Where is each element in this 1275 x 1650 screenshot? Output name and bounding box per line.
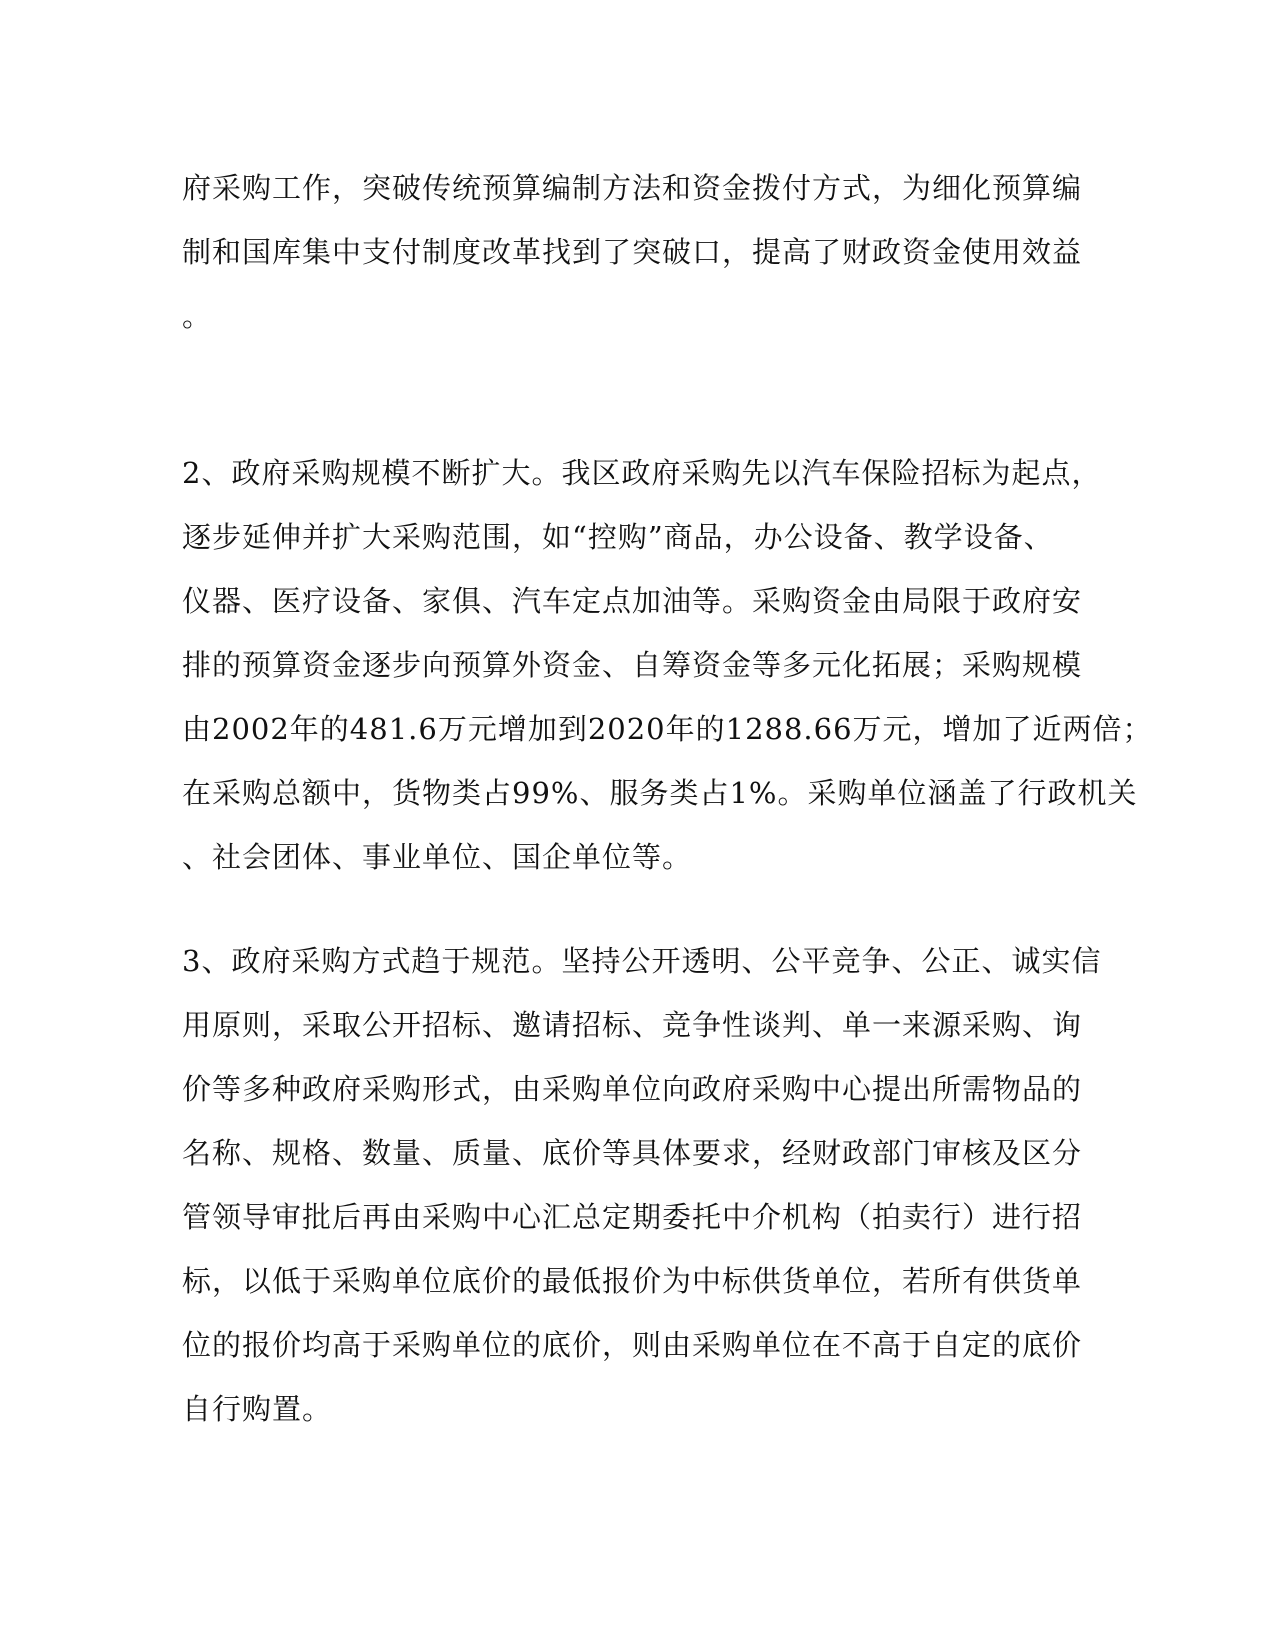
text-line: 位的报价均高于采购单位的底价，则由采购单位在不高于自定的底价 bbox=[182, 1328, 1083, 1362]
text-line: 管领导审批后再由采购中心汇总定期委托中介机构（拍卖行）进行招 bbox=[182, 1200, 1083, 1234]
text-line: 价等多种政府采购形式，由采购单位向政府采购中心提出所需物品的 bbox=[182, 1072, 1083, 1106]
text-line: 府采购工作，突破传统预算编制方法和资金拨付方式，为细化预算编 bbox=[182, 171, 1083, 205]
paragraph-3 bbox=[182, 929, 1102, 1441]
text-line: 3、政府采购方式趋于规范。坚持公开透明、公平竞争、公正、诚实信 bbox=[182, 944, 1102, 978]
text-line: 逐步延伸并扩大采购范围，如“控购”商品，办公设备、教学设备、 bbox=[182, 520, 1054, 554]
paragraph-2 bbox=[182, 441, 1153, 889]
text-line: 在采购总额中，货物类占99%、服务类占1%。采购单位涵盖了行政机关 bbox=[182, 776, 1138, 810]
text-line: 用原则，采取公开招标、邀请招标、竞争性谈判、单一来源采购、询 bbox=[182, 1008, 1083, 1042]
text-line: 标，以低于采购单位底价的最低报价为中标供货单位，若所有供货单 bbox=[182, 1264, 1083, 1298]
text-line: 仪器、医疗设备、家俱、汽车定点加油等。采购资金由局限于政府安 bbox=[182, 584, 1083, 618]
text-line: 由2002年的481.6万元增加到2020年的1288.66万元，增加了近两倍； bbox=[182, 712, 1153, 746]
text-line: 、社会团体、事业单位、国企单位等。 bbox=[182, 840, 693, 874]
text-line: 。 bbox=[182, 299, 213, 333]
paragraph-1 bbox=[182, 156, 1083, 348]
text-line: 名称、规格、数量、质量、底价等具体要求，经财政部门审核及区分 bbox=[182, 1136, 1083, 1170]
text-line: 自行购置。 bbox=[182, 1392, 333, 1426]
text-line: 制和国库集中支付制度改革找到了突破口，提高了财政资金使用效益 bbox=[182, 235, 1083, 269]
text-line: 排的预算资金逐步向预算外资金、自筹资金等多元化拓展；采购规模 bbox=[182, 648, 1083, 682]
text-line: 2、政府采购规模不断扩大。我区政府采购先以汽车保险招标为起点， bbox=[182, 456, 1102, 490]
